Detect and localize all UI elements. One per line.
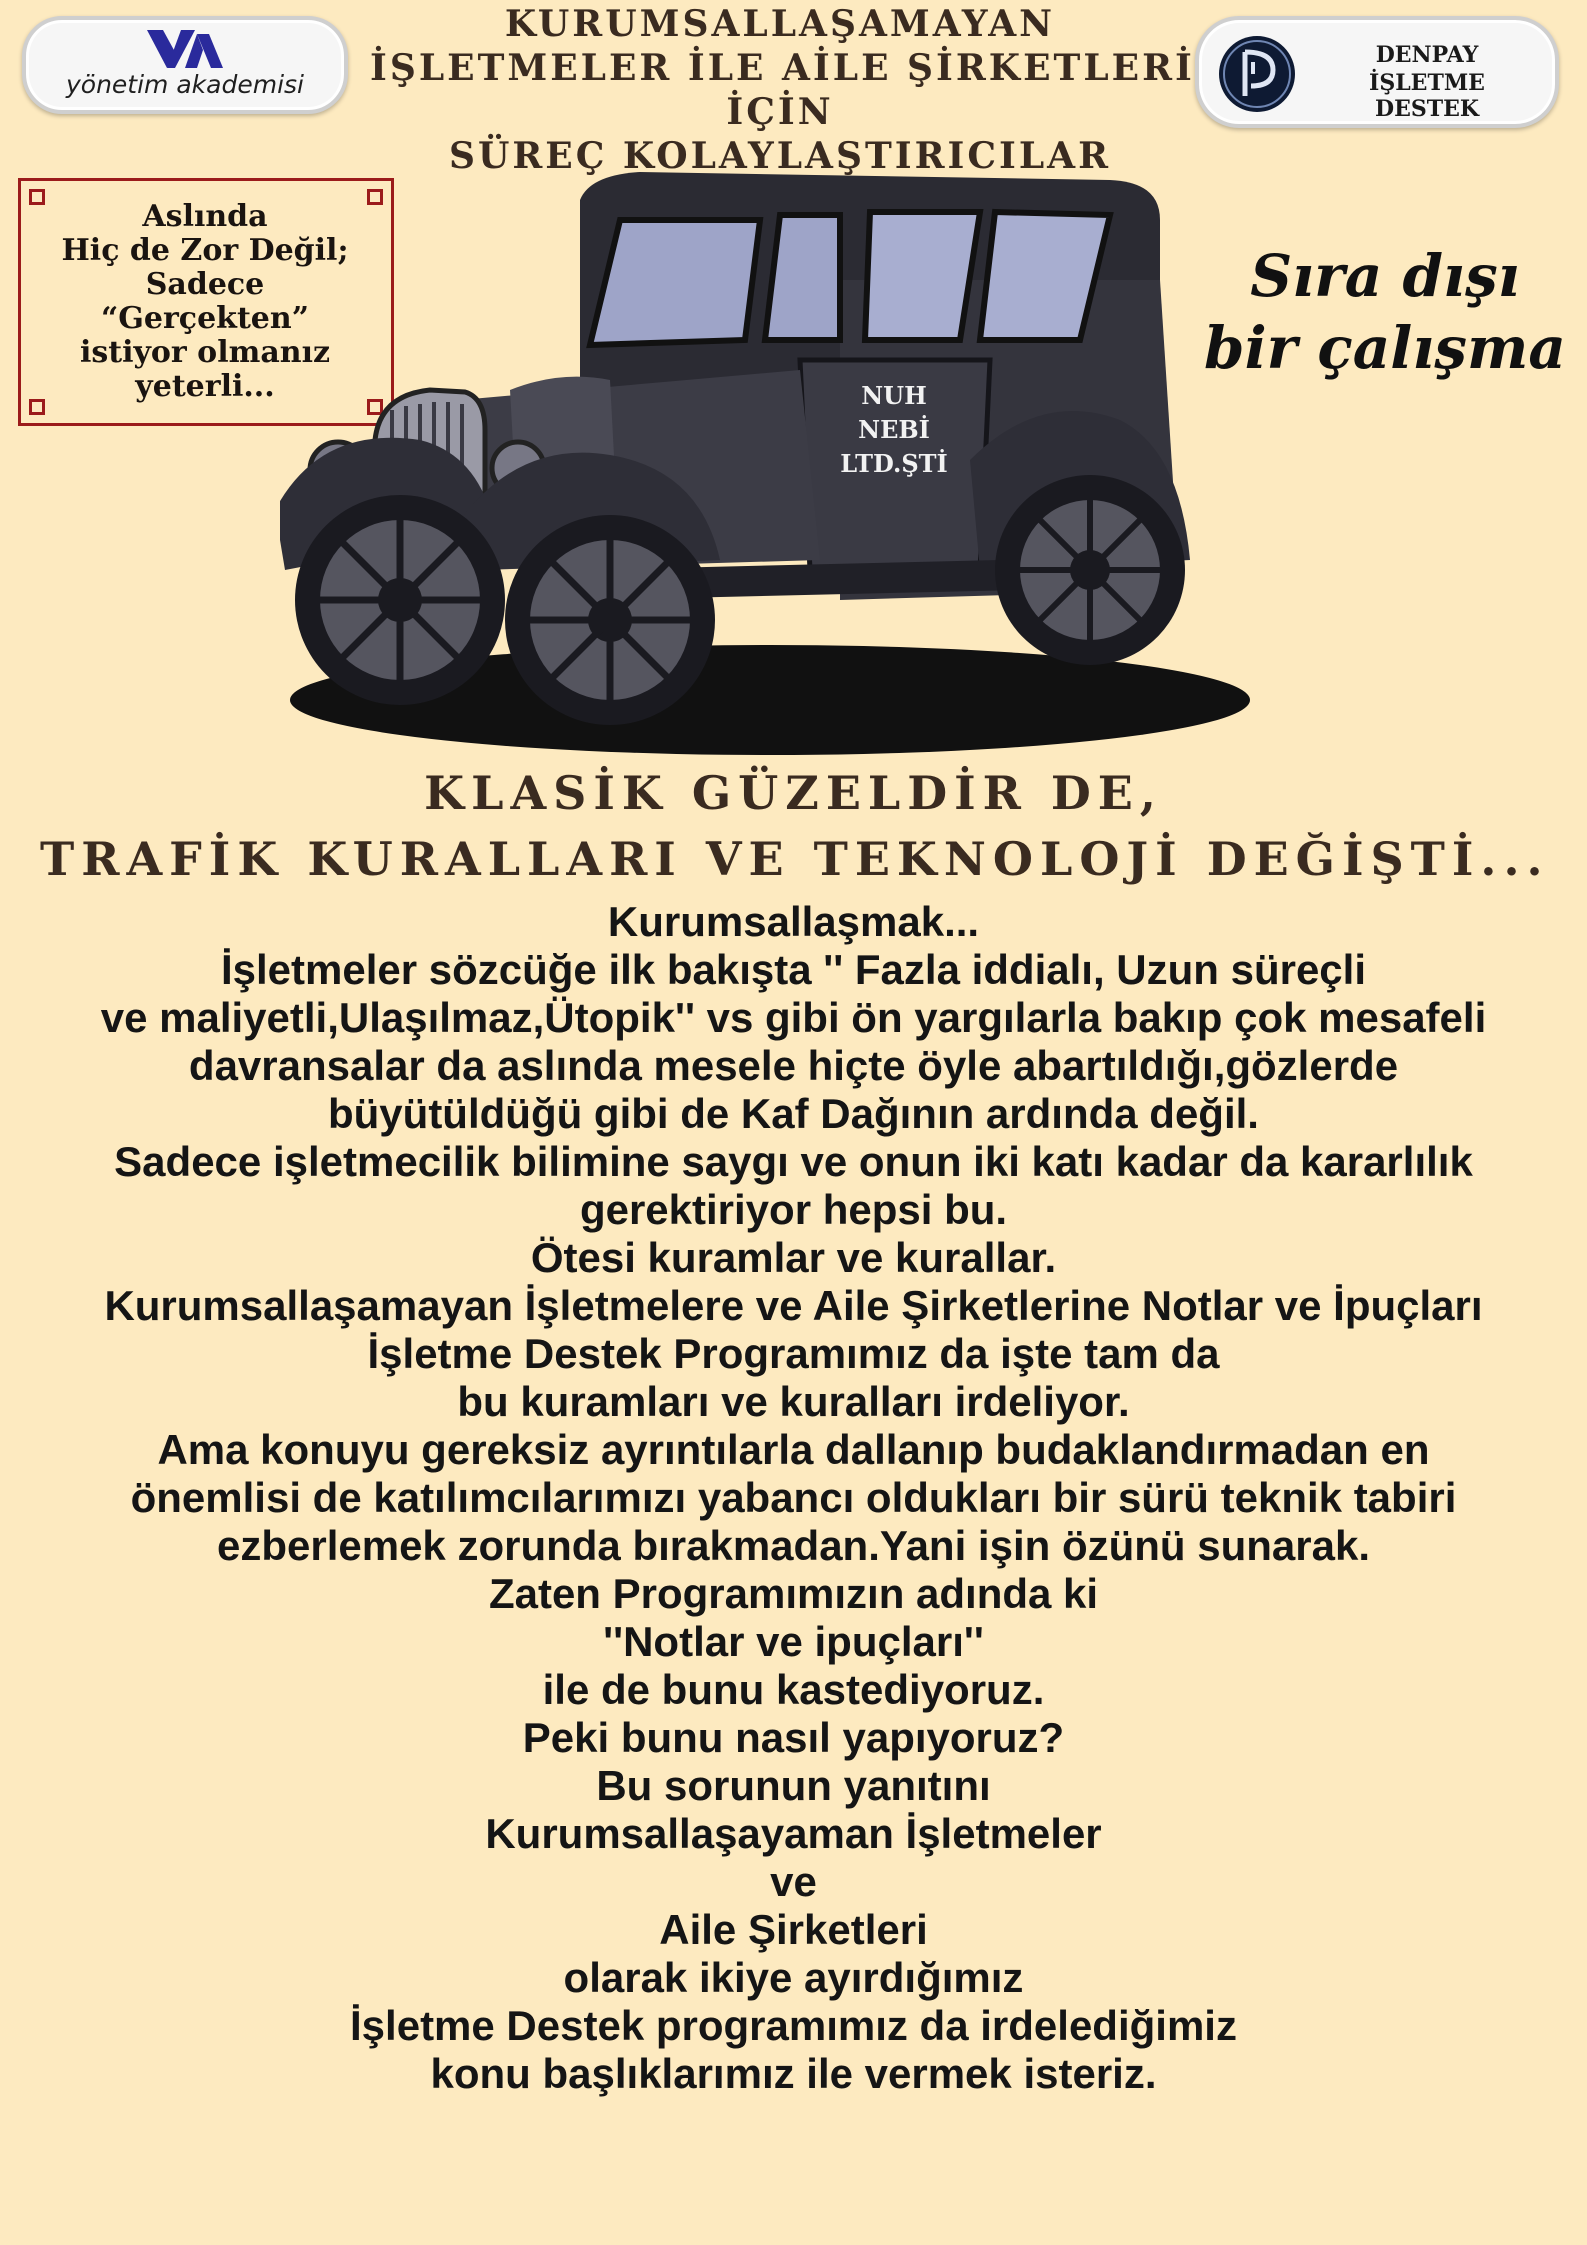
wheel bbox=[295, 495, 505, 705]
body-line: davransalar da aslında mesele hiçte öyle abartıldığı,gözlerde bbox=[188, 1042, 1399, 1089]
tagline-line-1: Sıra dışı bbox=[1250, 242, 1520, 310]
body-line: ile de bunu kastediyoruz. bbox=[542, 1666, 1045, 1713]
subheading-line-2: TRAFİK KURALLARI VE TEKNOLOJİ DEĞİŞTİ... bbox=[40, 832, 1550, 886]
note-line: istiyor olmanız bbox=[79, 335, 331, 370]
title-line-2: İŞLETMELER İLE AİLE ŞİRKETLERİ bbox=[370, 47, 1195, 89]
subheading bbox=[40, 760, 1550, 892]
note-line: “Gerçekten” bbox=[101, 301, 309, 336]
title-line-3: İÇİN bbox=[726, 91, 834, 133]
door-label-line-3: LTD.ŞTİ bbox=[840, 449, 948, 478]
tagline-line-2: bir çalışma bbox=[1204, 314, 1566, 382]
body-line: Zaten Programımızın adında ki bbox=[488, 1570, 1099, 1617]
body-line: İşletme Destek programımız da irdelediğimiz bbox=[350, 2002, 1237, 2049]
wheel bbox=[995, 475, 1185, 665]
logo-left-text: yönetim akademisi bbox=[65, 70, 304, 99]
body-line: büyütüldüğü gibi de Kaf Dağının ardında değil. bbox=[328, 1090, 1259, 1137]
body-line: ve maliyetli,Ulaşılmaz,Ütopik'' vs gibi ön yargılarla bakıp çok mesafeli bbox=[100, 994, 1487, 1041]
body-line: gerektiriyor hepsi bu. bbox=[579, 1186, 1008, 1233]
subheading-line-1: KLASİK GÜZELDİR DE, bbox=[424, 766, 1163, 820]
dp-emblem-icon bbox=[1217, 34, 1297, 114]
door-label-line-2: NEBİ bbox=[858, 415, 930, 444]
body-line: konu başlıklarımız ile vermek isteriz. bbox=[430, 2050, 1157, 2097]
title-line-4: SÜREÇ KOLAYLAŞTIRICILAR bbox=[448, 135, 1112, 177]
door-label-line-1: NUH bbox=[861, 381, 927, 410]
body-line: Kurumsallaşamayan İşletmelere ve Aile Şirketlerine Notlar ve İpuçları bbox=[104, 1282, 1483, 1329]
wheel bbox=[505, 515, 715, 725]
note-line: Hiç de Zor Değil; bbox=[61, 233, 349, 268]
note-line: yeterli... bbox=[135, 369, 275, 404]
page-title bbox=[370, 2, 1195, 178]
note-line: Sadece bbox=[145, 267, 265, 302]
body-line: Kurumsallaşmak... bbox=[607, 898, 980, 945]
body-line: Peki bunu nasıl yapıyoruz? bbox=[522, 1714, 1065, 1761]
body-line: Bu sorunun yanıtını bbox=[596, 1762, 991, 1809]
note-line: Aslında bbox=[142, 199, 268, 234]
body-line: Ötesi kuramlar ve kurallar. bbox=[530, 1234, 1057, 1281]
body-line: ''Notlar ve ipuçları'' bbox=[603, 1618, 984, 1665]
body-line: Ama konuyu gereksiz ayrıntılarla dallanıp budaklandırmadan en bbox=[157, 1426, 1430, 1473]
title-line-1: KURUMSALLAŞAMAYAN bbox=[504, 3, 1056, 45]
body-line: Sadece işletmecilik bilimine saygı ve onun iki katı kadar da kararlılık bbox=[114, 1138, 1473, 1185]
denpay-line-2: İŞLETME DESTEK bbox=[1369, 70, 1485, 122]
body-line: ezberlemek zorunda bırakmadan.Yani işin özünü sunarak. bbox=[216, 1522, 1370, 1569]
yonetim-akademisi-logo bbox=[22, 16, 348, 114]
body-line: olarak ikiye ayırdığımız bbox=[563, 1954, 1024, 2001]
denpay-logo bbox=[1195, 16, 1559, 128]
body-line: Kurumsallaşayaman İşletmeler bbox=[485, 1810, 1102, 1857]
body-text bbox=[10, 898, 1577, 2098]
body-line: bu kuramları ve kuralları irdeliyor. bbox=[457, 1378, 1130, 1425]
body-line: önemlisi de katılımcılarımızı yabancı oldukları bir sürü teknik tabiri bbox=[130, 1474, 1457, 1521]
body-line: Aile Şirketleri bbox=[659, 1906, 928, 1953]
vintage-car-illustration bbox=[280, 170, 1280, 770]
body-line: İşletme Destek Programımız da işte tam da bbox=[367, 1330, 1220, 1377]
denpay-line-1: DENPAY bbox=[1375, 42, 1479, 68]
body-line: ve bbox=[770, 1858, 817, 1905]
body-line: İşletmeler sözcüğe ilk bakışta '' Fazla iddialı, Uzun süreçli bbox=[220, 946, 1367, 993]
ya-monogram-icon bbox=[145, 28, 225, 72]
